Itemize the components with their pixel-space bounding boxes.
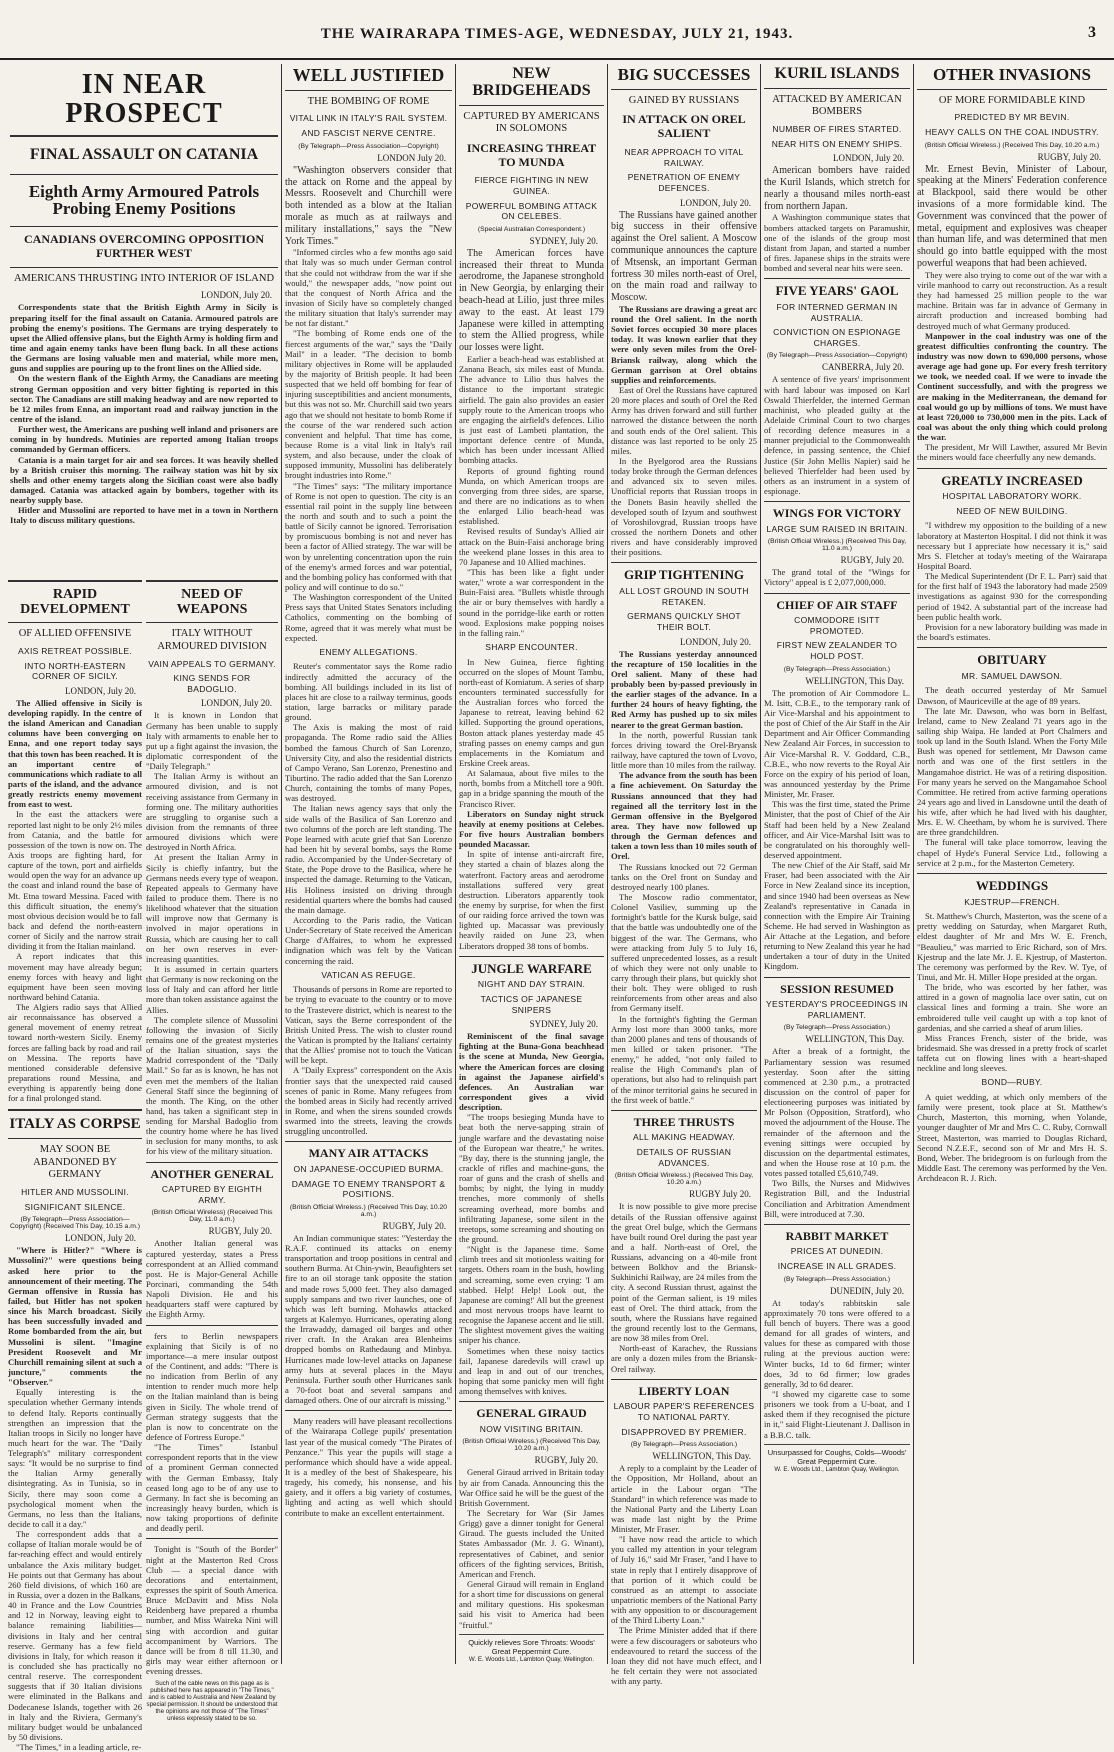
subheadline: LARGE SUM RAISED IN BRITAIN.: [766, 523, 908, 534]
subheadline: OF MORE FORMIDABLE KIND: [938, 94, 1086, 106]
paragraph: "This has been like a fight under water," wrote a war correspondent in the Buin-Faisi area. "Bullets whistle through the air or bury themselves with hardly a sound in the porridge-like earth or rotten wood. Explosions make popping noises in the falling rain.": [459, 567, 604, 638]
subheadline: SHARP ENCOUNTER.: [485, 641, 578, 652]
paragraph: The late Mr. Dawson, who was born in Belfast, Ireland, came to New Zealand 71 years ago in the sailing ship Waipa. He landed at Port Chalmers and took up land in the South Island. When the Forty Mile Bush was opened for settlement, Mr Dawson came north and was one of the first settlers in the Mangamahoe district. He was of a retiring disposition. For many years he served on the Mangamahoe School Committee. He retired from active farming operations 24 years ago and lived in Lansdowne until the death of his wife, after which he had lived with his daughter, Mrs. E. W. Cheetham, by whom he is survived. There are three grandchildren.: [917, 705, 1107, 838]
headline: WELL JUSTIFIED: [292, 65, 445, 85]
paragraph: They were also trying to come out of the war with a virile manhood to carry out reconstruction. As a result they had harnessed 25 million people to the war machine. Britain was far in advance of Germany in aircraft production and increased bombing had destroyed much of what Germany produced.: [917, 269, 1107, 331]
dateline: WELLINGTON, This Day.: [805, 675, 904, 686]
subheadline: KING SENDS FOR BADOGLIO.: [173, 673, 251, 694]
paragraph: It is now possible to give more precise details of the Russian offensive against the great Orel bulge, which the Germans have built round Orel during the past year and a half. North-east of Orel, the Russians, advancing on a 40-mile front between Bolkhov and the Briansk-Sukhinichi Railway, are 24 miles from the city. A second Russian thrust, against the point of the German salient, is 19 miles east of Orel. The third attack, from the south, where the Russians have regained the ground recently lost to the Germans, are now 38 miles from Orel.: [611, 1201, 757, 1344]
paragraph: Two Bills, the Nurses and Midwives Registration Bill, and the Industrial Conciliation and Arbitration Amendment Bill, were introduced at 7.30.: [764, 1178, 910, 1219]
paragraph: Equally interesting is the speculation whether Germany intends to defend Italy. Reports continually strengthen an impression that the Italian troops in Sicily no longer have much heart for the war. The "Daily Telegraph's" military correspondent says: "It would be no surprise to find the Italian Army generally disintegrating. As in Tunisia, so in Sicily, there may soon come a psychological moment when the Germans, no less than the Italians, decide to call it a day.": [8, 1387, 142, 1530]
headline: GENERAL GIRAUD: [476, 1406, 587, 1421]
paragraph: The advance from the south has been a fine achievement. On Saturday the Russians announced that they had regained all the territory lost in the German offensive in the Byelgorod area. They have now followed up through the German defences and taken a town less than 10 miles south of Orel.: [611, 770, 757, 862]
paragraph: A reply to a complaint by the Leader of the Opposition, Mr Holland, about an article in the Labour organ "The Standard" in which reference was made to the National Party and the Liberty Loan was made last night by the Prime Minister, Mr Fraser.: [611, 1463, 757, 1535]
subheadline: TACTICS OF JAPANESE SNIPERS: [480, 993, 583, 1015]
subheadline: INCREASING THREAT TO MUNDA: [466, 140, 597, 169]
paragraph: Miss Frances French, sister of the bride, was bridesmaid. She was dressed in a pretty frock of scarlet taffeta cut on flowing lines with a heart-shaped neckline and long sleeves.: [917, 1032, 1107, 1074]
dateline: LONDON, July 20.: [833, 153, 904, 164]
paragraph: In New Guinea, fierce fighting occurred on the slopes of Mount Tambu, north-east of Komiatum. A series of sharp encounters terminated successfully for the Australian forces who forced the Japanese to retreat, leaving behind 62 killed. Supporting the ground operations, Boston attack planes yesterday made 45 strafing passes on enemy camps and gun emplacements in the Komiatum and Erskine Creek areas.: [459, 656, 604, 769]
paragraph: A Washington communique states that bombers attacked targets on Paramushir, one of the islands of the group most distant from Japan, and started a number of fires. Japanese ships in the straits were bombed and several near hits were seen.: [764, 212, 910, 274]
paragraph: St. Matthew's Church, Masterton, was the scene of a pretty wedding on Saturday, when Margaret Ruth, eldest daughter of Mr and Mrs W. E. French, "Beaulieu," was married to Eric Richard, son of Mrs. Kjestrup and the late Mr. J. E. Kjestrup, of Masterton. The ceremony was performed by the Rev. W. Tye, of Tinui, and Mr. H. Miller Hope presided at the organ.: [917, 911, 1107, 983]
dateline: LONDON, July 20.: [201, 290, 272, 301]
advertisement-address: W. E. Woods Ltd., Lambton Quay, Wellington.: [774, 1465, 900, 1473]
paragraph: The Russians are drawing a great arc round the Orel salient. In the north Soviet forces occupied 30 more places today. It was known earlier that they were only seven miles from the Orel-Briansk railway, along which the German garrison at Orel obtains supplies and reinforcements.: [611, 303, 757, 385]
subheadline: Eighth Army Armoured Patrols Probing Enemy Positions: [28, 181, 260, 219]
paragraph: Hitler and Mussolini are reported to have met in a town in Northern Italy to discuss military questions.: [10, 505, 278, 526]
column-rule: [455, 64, 456, 1664]
subheadline: PENETRATION OF ENEMY DEFENCES.: [627, 172, 741, 193]
subheadline: NUMBER OF FIRES STARTED.: [772, 123, 902, 134]
subheadline: BOND—RUBY.: [981, 1077, 1043, 1088]
subheadline: VAIN APPEALS TO GERMANY.: [148, 658, 276, 669]
dateline: RUGBY, July 20.: [208, 1226, 272, 1237]
bridgeheads-article: [459, 64, 604, 1663]
credit-line: (By Telegraph—Press Association—Copyright) (Received This Day, 10.15 a.m.): [9, 1216, 141, 1231]
credit-line: (By Telegraph—Press Association—Copyright): [766, 352, 908, 360]
subheadline: THE BOMBING OF ROME: [307, 95, 430, 107]
paragraph: "I showed my cigarette case to some prisoners we took from a U-boat, and I asked them if they recognised the picture in it," said Flight-Lieutenant J. Dallison in a B.B.C. talk.: [764, 1388, 910, 1440]
paragraph: In the Byelgorod area the Russians today broke through the German defences and advanced six to seven miles. Unofficial reports that Russian troops in the Donets Basin heavily shelled the developed south of Izyum and southwest of Voroshilovgrad, Russian troops have crossed the northern Donets and other rivers and have considerably improved their positions.: [611, 456, 757, 558]
dateline: RUGBY July 20.: [689, 1189, 751, 1200]
paragraph: The Algiers radio says that Allied air reconnaissance has observed a general movement of enemy retreat toward north-western Sicily. Enemy forces are falling back by road and rail on Messina. The reports have mentioned considerable defensive preparations round Messina, and everything is apparently being done for a final prolonged stand.: [8, 1002, 142, 1104]
paragraph: Manpower in the coal industry was one of the greatest difficulties confronting the country. The industry was now down to 690,000 persons, whose average age had gone up. For every fresh territory we took, we needed coal. If we were to invade the Continent successfully, and with the progress we are making in the Mediterranean, the demand for coal would go up by millions of tons. We must have at least 720,000 to 730,000 men in the pits. Lack of coal was about the only thing which could prolong the war.: [917, 330, 1107, 443]
credit-line: (By Telegraph—Press Association—Copyright): [298, 142, 439, 150]
subheadline: VATICAN AS REFUGE.: [321, 969, 416, 980]
headline: WINGS FOR VICTORY: [772, 506, 902, 521]
paragraph: At today's rabbitskin sale approximately 70 tons were offered to a full bench of buyers. There was a good demand for all grades of winters, and values for these as compared with those ruling at the previous auction were: Winter bucks, 1d to 6d firmer; winter does, 3d to 6d firmer; low grades generally, 3d to 6d dearer.: [764, 1297, 910, 1389]
subheadline: ATTACKED BY AMERICAN BOMBERS: [772, 93, 902, 118]
paragraph: The Italian Army is without an armoured division, and is not receiving assistance from Germany in forming one. The military authorities are struggling to organise such a division from the remnants of three armoured divisions which were destroyed in North Africa.: [146, 771, 278, 853]
headline: GREATLY INCREASED: [941, 472, 1083, 488]
catania-article: [10, 64, 278, 574]
headline: ITALY AS CORPSE: [9, 1116, 141, 1133]
page-number: 3: [1088, 24, 1096, 41]
credit-line: (British Official Wireless) (Received This Day, 11.0 a.m.): [151, 1209, 273, 1224]
subheadline: NEAR APPROACH TO VITAL RAILWAY.: [624, 147, 744, 168]
credit-line: (By Telegraph—Press Association.): [783, 1024, 891, 1032]
paragraph: "The Times," in a leading article, re-: [16, 1742, 142, 1752]
paragraph: The grand total of the "Wings for Victory" appeal is £ 2,077,000,000.: [764, 567, 910, 588]
paragraph: The correspondent adds that a collapse of Italian morale would be of far-reaching effect and would entirely unbalance the Axis military budget. He points out that Germany has about 260 field divisions, of which 160 are in Russia, over a dozen in the Balkans, 40 in France and the Low Countries and 12 in Norway, leaving eight to balance remaining liabilities—divisions in Italy and her central reserve. Germany has a few field divisions in Italy, for which reason it is concluded she has practically no central reserve. The correspondent suggests that if 30 Italian divisions were eliminated in the Balkans and Dodecanese Islands, together with 26 in Italy and the Riviera, Germany's military budget would be unbalanced by 50 divisions.: [8, 1529, 142, 1742]
paragraph: "Where is Hitler?" "Where is Mussolini?" were questions being asked here prior to the announcement of their meeting. The German offensive in Russia has failed, but Hitler has not spoken since his March broadcast. Sicily has been successfully invaded and Rome bombarded from the air, but Mussolini is silent. "Imagine President Roosevelt and Mr Churchill remaining silent at such a juncture," comments the "Observer.": [8, 1245, 142, 1388]
headline: KURIL ISLANDS: [774, 65, 900, 82]
subheadline: PRICES AT DUNEDIN.: [790, 1246, 884, 1257]
credit-line: (British Official Wireless.) (Received This Day, 10.20 a.m.): [289, 1203, 448, 1218]
dateline: LONDON, July 20.: [65, 685, 136, 696]
subheadline: ALL LOST GROUND IN SOUTH RETAKEN.: [619, 586, 749, 607]
advertisement: Unsurpassed for Coughs, Colds—Woods' Great Peppermint Cure.: [764, 1444, 910, 1466]
paragraph: The president, Mr Will Lawther, assured Mr Bevin the miners would face cheerfully any new demands.: [917, 442, 1107, 463]
paragraph: At present the Italian Army in Sicily is chiefly infantry, but the Germans needs every type of weapon. Repeated appeals to Germany have failed to produce them. There is no likelihood whatever that the situation will improve now that Germany is involved in major operations in Russia, which are causing her to call on her own reserves in ever-increasing quantities.: [146, 852, 278, 964]
headline: OTHER INVASIONS: [933, 65, 1091, 84]
headline: GRIP TIGHTENING: [623, 567, 745, 583]
paragraph: At Salamaua, about five miles to the north, bombs from a Mitchell tore a 90ft. gap in a bridge spanning the mouth of the Francisco River.: [459, 768, 604, 809]
paragraph: A sentence of five years' imprisonment with hard labour was imposed on Karl Oswald Thierfelder, the interned German machinist, who pleaded guilty at the Adelaide Criminal Court to two charges of recording defence measures in a manner prejudicial to the Commonwealth defence, in passing sentence, the Chief Justice (Sir John Mellis Napier) said he believed Thierfelder had been used by others as an instrument in a system of espionage.: [764, 374, 910, 496]
paragraph: "I have now read the article to which you called my attention in your telegram of July 16," said Mr Fraser, "and I have to state in reply that I entirely disapprove of that portion of it which could be construed as an attempt to associate unpatriotic members of the National Party with any opposition to or discouragement of the Third Liberty Loan.": [611, 1534, 757, 1626]
paragraph: The Italian news agency says that only the side walls of the Basilica of San Lorenzo and two columns of the porch are left standing. The Pope learned with acute grief that San Lorenzo had been hit by several bombs, says the Rome radio. Accompanied by the Under-Secretary of State, the Pope drove to the Basilica, where he inspected the damage. Returning to the Vatican, His Holiness insisted on driving through residential quarters where the bombs had caused the main damage.: [285, 803, 452, 915]
dateline: RUGBY, July 20.: [382, 1220, 446, 1231]
paragraph: Sometimes when these noisy tactics fail, Japanese daredevils will crawl up and leap in and out of our trenches, hoping that some panicky men will fight among themselves with knives.: [459, 1345, 604, 1397]
paragraph: A report indicates that this movement may have already begun; enemy forces with heavy and light equipment have been seen moving northward behind Catania.: [8, 951, 142, 1002]
paragraph: "The Times" says: "The military importance of Rome is not open to question. The city is an essential rail point in the supply line between the north and south and to such a point the battle of Sicily cannot be ignored. Terrorisation by promiscuous bombing is not and never has been a factor of Allied strategy. The war will be won by unrelenting concentration upon the ruin of the enemy's armed forces and war potential, and the bombing policy has conformed with that policy and will continue to do so.": [285, 480, 452, 592]
kuril-article: [764, 64, 910, 1660]
paragraph: Correspondents state that the British Eighth Army in Sicily is preparing itself for the final assault on Catania. Armoured patrols are probing the enemy's positions. The Germans are trying desperately to upset the Allied offensive plans, but the Eighth Army is holding firm and time and again enemy tanks have been flung back. In all these actions the Germans are losing valuable men and material, while more men, guns and supplies are pouring up to the front lines on the Allied side.: [10, 302, 278, 374]
subheadline: CAPTURED BY EIGHTH ARMY.: [161, 1184, 263, 1205]
subheadline: MR. SAMUEL DAWSON.: [961, 670, 1063, 681]
paragraph: The Medical Superintendent (Dr F. L. Parr) said that for the first half of 1943 the laboratory had made 2509 investigations as against 930 for the corresponding period of 1942. A substantial part of the increase had been public health work.: [917, 571, 1107, 622]
dateline: DUNEDIN, July 20.: [830, 1285, 904, 1296]
subheadline: NOW VISITING BRITAIN.: [479, 1423, 584, 1434]
subheadline: DAMAGE TO ENEMY TRANSPORT & POSITIONS.: [291, 1178, 446, 1200]
paragraph: Thousands of persons in Rome are reported to be trying to evacuate to the country or to move to the Trastevere district, which is nearest to the Vatican, says the Berne correspondent of the British United Press. The wish to cluster round the Vatican is prompted by the Italians' certainty that the Allies' promise not to touch the Vatican will be kept.: [285, 984, 452, 1066]
paragraph: fers to Berlin newspapers explaining that Sicily is of no importance—a mere insular outpost of the Continent, and adds: "There is no indication from Berlin of any intention to render much more help on the Italian mainland than is being given in Sicily. The whole trend of German strategy suggests that the plan is now to concentrate on the defence of Fortress Europe.": [146, 1330, 278, 1442]
paragraph: In spite of intense anti-aircraft fire, they started a chain of blazes along the waterfront. Factory areas and aerodrome installations suffered very great destruction. Liberators apparently took the enemy by surprise, for when the first of our raiding force arrived the town was lighted up. Macassar was previously heavily raided on June 23, when Liberators dropped 38 tons of bombs.: [459, 849, 604, 951]
credit-line: (By Telegraph—Press Association.): [783, 665, 891, 673]
paragraph: The Allied offensive in Sicily is developing rapidly. In the centre of the island American and Canadian columns have been converging on Enna, and one report today says that this town has been reached. It is an important centre of communications which radiate to all parts of the island, and the advance greatly restricts enemy movement from east to west.: [8, 697, 143, 810]
subheadline: CANADIANS OVERCOMING OPPOSITION FURTHER WEST: [23, 232, 265, 261]
subheadline: FINAL ASSAULT ON CATANIA: [29, 145, 259, 163]
paragraph: Mr. Ernest Bevin, Minister of Labour, speaking at the Miners' Federation conference at Blackpool, said there would be other invasions of a more formidable kind. The Government was convinced that the power of metal, equipment and explosives was cheaper than human life, and was determined that men should go into battle equipped with the most powerful weapons that had been achieved.: [917, 163, 1107, 270]
column-rule: [760, 64, 761, 1664]
subheadline: FIRST NEW ZEALANDER TO HOLD POST.: [776, 640, 898, 662]
dateline: LONDON July 20.: [377, 152, 446, 163]
credit-line: (British Official Wireless.) (Received This Day, 10.20 a.m.): [462, 1438, 601, 1453]
subheadline: ON JAPANESE-OCCUPIED BURMA.: [293, 1163, 444, 1174]
subheadline: HOSPITAL LABORATORY WORK.: [942, 491, 1082, 502]
subheadline: ITALY WITHOUT ARMOURED DIVISION: [157, 628, 267, 652]
paragraph: Earlier a beach-head was established at Zanana Beach, six miles east of Munda. The advance to Lilio thus halves the distance to the important strategic airfield. The gain also provides an easier supply route to the American troops who are engaging the airfield's defences. Lilio is just east of Lambeti plantation, the important defence centre of Munda, which has been under incessant Allied bombing attacks.: [459, 354, 604, 466]
dateline: LONDON, July 20.: [65, 1233, 136, 1244]
paragraph: It is assumed in certain quarters that Germany is now reckoning on the loss of Italy and can afford her little more than token assistance against the Allies.: [146, 963, 278, 1015]
paragraph: A "Daily Express" correspondent on the Axis frontier says that the unexpected raid caused scenes of panic in Rome. Many refugees from the bombed areas in Sicily had recently arrived in Rome, and when the sirens sounded crowds swarmed into the streets, leaving the crowds struggling uncontrolled.: [285, 1065, 452, 1137]
dateline: WELLINGTON, This Day.: [652, 1451, 751, 1462]
subheadline: POWERFUL BOMBING ATTACK ON CELEBES.: [465, 200, 598, 222]
invasions-article: [917, 64, 1107, 1660]
headline: WEDDINGS: [975, 877, 1049, 893]
subheadline: GAINED BY RUSSIANS: [628, 94, 740, 106]
subheadline: FOR INTERNED GERMAN IN AUSTRALIA.: [776, 301, 898, 323]
paragraph: "Night is the Japanese time. Some climb trees and sit motionless waiting for targets. Others roam in the bush, howling and screaming, some even crying: 'I am stabbed. Help! Help! Look out, the Japanese are coming!' All but the greenest and most nervous troops have learnt to recognise the Japanese accent and lie still. The slightest movement gives the waiting sniper his chance.: [459, 1244, 604, 1346]
subheadline: INCREASE IN ALL GRADES.: [777, 1261, 897, 1272]
paragraph: "I withdrew my opposition to the building of a new laboratory at Masterton Hospital. I did not think it was necessary but I appreciate how necessary it is," said Mrs S. Fletcher at today's meeting of the Wairarapa Hospital Board.: [917, 520, 1107, 571]
subheadline: HEAVY CALLS ON THE COAL INDUSTRY.: [925, 127, 1099, 138]
subheadline: VITAL LINK IN ITALY'S RAIL SYSTEM.: [289, 113, 448, 124]
rapid-article: [8, 580, 143, 1752]
paragraph: The Washington correspondent of the United Press says that United States Senators including Catholics, commenting on the bombing of Rome, agreed that it was merely what must be expected.: [285, 592, 452, 643]
subheadline: CAPTURED BY AMERICANS IN SOLOMONS: [463, 110, 600, 135]
paragraph: Reuter's commentator says the Rome radio indirectly admitted the accuracy of the bombing. All buildings included in its list of places hit are close to a railway terminus, goods station, large barracks or military parade ground.: [285, 661, 452, 723]
subheadline: AND FASCIST NERVE CENTRE.: [301, 128, 436, 139]
subheadline: IN ATTACK ON OREL SALIENT: [622, 112, 746, 141]
paragraph: "The troops besieging Munda have to beat both the nerve-sapping strain of jungle warfare and the devastating noise of the European war theatre," he writes. "By day, there is the stunning jangle, the crackle of rifles and machine-guns, the roar of guns and the crash of shells and bombs; by night, the lying in muddy trenches, more commonly of shells screaming overhead, more bombs and infiltrating Japanese, some silent in the treetops, some screaming and shouting on the ground.: [459, 1112, 604, 1245]
subheadline: ALL MAKING HEADWAY.: [632, 1132, 736, 1143]
column-rule: [607, 64, 608, 1664]
dateline: RUGBY, July 20.: [534, 1455, 598, 1466]
subheadline: COMMODORE ISITT PROMOTED.: [794, 615, 880, 636]
paragraph: The new Chief of the Air Staff, said Mr Fraser, had been associated with the Air Force in New Zealand since its inception, and since 1940 had been overseas as New Zealand's representative in Canada in connection with the Empire Air Training Scheme. He had served in Washington as Air Attache at the Legation, and before returning to New Zealand this year he had undertaken a tour of duty in the United Kingdom.: [764, 860, 910, 972]
masthead: [0, 0, 1114, 60]
dateline: SYDNEY, July 20.: [529, 1019, 598, 1030]
paragraph: A quiet wedding, at which only members of the family were present, took place at St. Matthew's Church, Masterton, this morning, when Yolande, younger daughter of Mr and Mrs C. C. Ruby, Cornwall Street, Masterton, was married to Douglas Richard, Second N.Z.E.F., second son of Mr and Mrs H. S. Bond, Weber. The bridegroom is on furlough from the Middle East. The ceremony was performed by the Ven. Archdeacon R. J. Rich.: [917, 1092, 1107, 1184]
subheadline: ENEMY ALLEGATIONS.: [319, 646, 418, 657]
paragraph: Reports of ground fighting round Munda, on which American troops are converging from three sides, are sparse, and there are no indications as to when the enlarged Lilio beach-head was established.: [459, 465, 604, 527]
paragraph: Revised results of Sunday's Allied air attack on the Buin-Faisi anchorage bring the weekend plane losses in this area to 70 Japanese and 10 Allied machines.: [459, 526, 604, 567]
subheadline: DETAILS OF RUSSIAN ADVANCES.: [636, 1147, 732, 1168]
footnote: Such of the cable news on this page as is published here has appeared in "The Times," and is cabled to Australia and New Zealand by special permission. It should be understood that the opinions are not those of "The Times" unless expressly stated to be so.: [146, 1680, 278, 1723]
subheadline: INTO NORTH-EASTERN CORNER OF SICILY.: [24, 660, 126, 682]
headline: OBITUARY: [977, 652, 1047, 668]
column-rule: [913, 64, 914, 1664]
credit-line: (British Official Wireless.) (Received This Day, 11.0 a.m.): [767, 538, 907, 553]
subheadline: PREDICTED BY MR BEVIN.: [954, 112, 1070, 123]
dateline: WELLINGTON, This Day.: [805, 1034, 904, 1045]
paragraph: According to the Paris radio, the Vatican Under-Secretary of State received the American Charge d'Affaires, to whom he expressed indignation which was felt by the Vatican concerning the raid.: [285, 914, 452, 966]
subheadline: AXIS RETREAT POSSIBLE.: [18, 645, 132, 656]
advertisement: Quickly relieves Sore Throats: Woods' Great Peppermint Cure.: [459, 1634, 604, 1656]
paragraph: The death occurred yesterday of Mr Samuel Dawson, of Mauriceville at the age of 89 years.: [917, 685, 1107, 706]
subheadline: DISAPPROVED BY PREMIER.: [621, 1426, 747, 1437]
paragraph: "The Times" Istanbul correspondent reports that in the view of a prominent German connected with the German Embassy, Italy ceased long ago to be of any use to Germany. In fact she is becoming an increasingly heavy burden, which is now taking proportions of definite and deadly peril.: [146, 1442, 278, 1534]
successes-article: [611, 64, 757, 1687]
subheadline: NEED OF NEW BUILDING.: [956, 505, 1068, 516]
headline: RAPID DEVELOPMENT: [20, 587, 130, 617]
dateline: SYDNEY, July 20.: [529, 235, 598, 246]
weapons-article: [146, 580, 278, 1723]
credit-line: (Special Australian Correspondent.): [477, 225, 586, 233]
paragraph: The Axis is making the most of raid propaganda. The Rome radio said the Allies bombed the famous Church of San Lorenzo, University City, and also the residential districts of Campo Verano, San Lorenzo, Prenestino and Tiburtino. The radio added that the San Lorenzo Church, containing the tombs of many Popes, was destroyed.: [285, 722, 452, 804]
paragraph: Provision for a new laboratory building was made in the board's estimates.: [917, 621, 1107, 642]
paragraph: The American forces have increased their threat to Munda aerodrome, the Japanese stronghold in New Georgia, by enlarging their beach-head at Lilio, just three miles away to the east. At least 179 Japanese were killed in attempting to stem the Allied progress, while our losses were light.: [459, 247, 604, 354]
subheadline: OF ALLIED OFFENSIVE: [18, 628, 132, 640]
dateline: LONDON, July 20.: [680, 636, 751, 647]
headline: CHIEF OF AIR STAFF: [776, 597, 898, 612]
paragraph: The Prime Minister added that if there were a few discouragers or saboteurs who endeavoured to retard the success of the loan they did not have much effect, and he felt certain they were not associated with any party.: [611, 1625, 757, 1687]
subheadline: KJESTRUP—FRENCH.: [964, 896, 1060, 907]
paragraph: North-east of Karachev, the Russians are only a dozen miles from the Briansk-Orel railway.: [611, 1343, 757, 1374]
advertisement-address: W. E. Woods Ltd., Lambton Quay, Wellington.: [468, 1655, 595, 1663]
subheadline: FIERCE FIGHTING IN NEW GUINEA.: [474, 175, 589, 196]
subheadline: SIGNIFICANT SILENCE.: [24, 1201, 126, 1212]
headline: JUNGLE WARFARE: [471, 960, 592, 976]
subheadline: LABOUR PAPER'S REFERENCES TO NATIONAL PARTY.: [613, 1401, 755, 1422]
paragraph: The Secretary for War (Sir James Grigg) gave a dinner tonight for General Giraud. The guests included the United States Ambassador (Mr. J. G. Winant), representatives of Cabinet, and senior officers of the fighting services, British, American and French.: [459, 1508, 604, 1579]
justified-article: [285, 64, 452, 1660]
headline: RABBIT MARKET: [785, 1228, 889, 1243]
paragraph: In the east the attackers were reported last night to be only 2½ miles from Catania, and the battle for possession of the town is now on. The Axis troops are fighting hard, for capture of the town, port and airfields would open the way for an advance up the coast and inland round the base of Mt. Etna toward Messina. Faced with this difficult situation, the enemy's most obvious decision would be to fall back and defend the north-eastern corner of Sicily and the narrow strait dividing it from the Italian mainland.: [8, 809, 142, 952]
paragraph: In the fortnight's fighting the German Army lost more than 3000 tanks, more than 2000 planes and tens of thousands of men killed or taken prisoner. "The enemy," he added, "not only failed to realise the High Command's plan of operations, but also had to relinquish part of the minor territorial gains he secured in the first week of battle.": [611, 1013, 757, 1105]
paragraph: It is known in London that Germany has been unable to supply Italy with armaments to enable her to put up a fight against the invasion, the diplomatic correspondent of the "Daily Telegraph.": [146, 710, 278, 772]
paragraph: "The bombing of Rome ends one of the fiercest arguments of the war," says the "Daily Mail" in a leader. "The decision to bomb military objectives in Rome will be applauded by the majority of British people. It had been suspected that we held off bombing for fear of injuring susceptibilities and ancient monuments, but this was not so. Mr. Churchill said two years ago that we should not hesitate to bomb Rome if the course of the war rendered such action convenient and helpful. That time has come, because Rome is a vital link in Italy's rail system, and also because, under the cloak of supposed immunity, Mussolini has deliberately brought industries into Rome.": [285, 328, 452, 481]
paragraph: On the western flank of the Eighth Army, the Canadians are meeting strong German opposition and very bitter fighting is reported in this sector. The Canadians are still making headway and are now reported to be 12 miles from Enna, an important road and railway junction in the centre of the island.: [10, 373, 278, 424]
subheadline: NEAR HITS ON ENEMY SHIPS.: [771, 138, 903, 149]
masthead-title: THE WAIRARAPA TIMES-AGE, WEDNESDAY, JULY 21, 1943.: [320, 26, 794, 42]
paragraph: "Washington observers consider that the attack on Rome and the appeal by Messrs. Roosevelt and Churchill were both intended as a blow at the Italian morale as much as at railways and military installations," says the "New York Times.": [285, 164, 452, 247]
paragraph: Catania is a main target for air and sea forces. It was heavily shelled by a British cruiser this morning. The railway station was hit by six shells and other enemy targets along the Sicilian coast were also badly damaged. Catania was attacked again by bombers, together with its nearby supply base.: [10, 454, 278, 506]
subheadline: GERMANS QUICKLY SHOT THEIR BOLT.: [627, 611, 741, 632]
subheadline: HITLER AND MUSSOLINI.: [21, 1187, 129, 1197]
paragraph: An Indian communique states: "Yesterday the R.A.F. continued its attacks on enemy transportation and troop positions in central and southern Burma. At Chin-ywin, Beaufighters set fire to an oil storage tank opposite the station and made rows 5,000 feet. They also damaged supply sampans and two river launches, one of which was left burning. Mohawks attacked targets at Kalemyo. Hurricanes, operating along the Irrawaddy, damaged oil barges and other river craft. In the Arakan area Blenheims dropped bombs on Rathedaung and Minbya. Hurricanes made low-level attacks on Japanese army huts at several places in the Mayu Peninsula. Further south other Hurricanes sank a 70-foot boat and several sampans and damaged others. One of our aircraft is missing.": [285, 1232, 452, 1406]
subheadline: CONVICTION ON ESPIONAGE CHARGES.: [773, 327, 901, 348]
paragraph: After a break of a fortnight, the Parliamentary session was resumed yesterday. Soon after the sitting commenced at 2.30 p.m., a protracted discussion on the control of paper for electioneering purposes was initiated by Mr Polson (Opposition, Stratford), who moved the adjournment of the House. The remainder of the afternoon and the evening sittings were occupied by discussion on the departmental estimates, and when the House rose at 10 p.m. the votes passed totalled £5,610,749.: [764, 1046, 910, 1179]
dateline: LONDON, July 20.: [680, 197, 751, 208]
paragraph: The complete silence of Mussolini following the invasion of Sicily remains one of the greatest mysteries of the Italian situation, says the Madrid correspondent of the "Daily Mail." So far as is known, he has not even met the members of the Italian General Staff since the beginning of the month. The King, on the other hand, has taken a significant step in sending for Marshal Badoglio from the country home where he has lived in seclusion for many months, to ask for his view of the military situation.: [146, 1014, 278, 1157]
dateline: LONDON, July 20.: [201, 698, 272, 709]
paragraph: This was the first time, stated the Prime Minister, that the post of Chief of the Air Staff had been held by a New Zealand officer, and Air Vice-Marshal Isitt was to be congratulated on his thoroughly well-deserved appointment.: [764, 799, 910, 860]
paragraph: Further west, the Americans are pushing well inland and prisoners are coming in by hundreds. Mutinies are reported among Italian troops commanded by German officers.: [10, 424, 278, 455]
subheadline: AMERICANS THRUSTING INTO INTERIOR OF ISLAND: [13, 272, 275, 284]
paragraph: The Russians knocked out 72 German tanks on the Orel front on Sunday and destroyed nearly 100 planes.: [611, 861, 757, 892]
headline: NEED OF WEAPONS: [176, 587, 248, 617]
headline: ANOTHER GENERAL: [150, 1166, 274, 1181]
headline: NEW BRIDGEHEADS: [472, 65, 591, 99]
paragraph: General Giraud will remain in England for a short time for discussions on general and military questions. His spokesman said his visit to America had been "fruitful.": [459, 1579, 604, 1630]
dateline: RUGBY, July 20.: [840, 555, 904, 566]
paragraph: American bombers have raided the Kuril Islands, which stretch for nearly a thousand miles north-east from northern Japan.: [764, 165, 910, 212]
headline: LIBERTY LOAN: [638, 1383, 730, 1398]
credit-line: (By Telegraph—Press Association.): [783, 1275, 891, 1283]
paragraph: General Giraud arrived in Britain today by air from Canada. Announcing this the War Office said he will be the guest of the British Government.: [459, 1467, 604, 1508]
paragraph: Liberators on Sunday night struck heavily at enemy positions at Celebes. For five hours Australian bombers pounded Macassar.: [459, 808, 604, 850]
paragraph: In the north, powerful Russian tank forces driving toward the Orel-Bryansk railway, have captured the town of Lvovo, little more than 10 miles from the railway.: [611, 729, 757, 771]
subheadline: MAY SOON BE ABANDONED BY GERMANY: [33, 1144, 117, 1181]
paragraph: East of Orel the Russians have captured 20 more places and south of Orel the Red Army has driven forward and still further narrowed the distance between the north and south ends of the Orel salient. This distance was last reported to be only 25 miles.: [611, 385, 757, 456]
paragraph: The Russians yesterday announced the recapture of 150 localities in the Orel salient. Many of these had probably been by-passed previously in the earlier stages of the advance. In a further 24 hours of heavy fighting, the Red Army has pushed up to six miles nearer to the great German bastion.: [611, 648, 757, 730]
subheadline: YESTERDAY'S PROCEEDINGS IN PARLIAMENT.: [766, 999, 908, 1020]
paragraph: The bride, who was escorted by her father, was attired in a gown of magnolia lace over satin, cut on classical lines and forming a train. She wore an embroidered tulle veil caught up with a top knot of gardenias, and she carried a sheaf of arum lilies.: [917, 982, 1107, 1033]
column-rule: [281, 64, 282, 1664]
headline: MANY AIR ATTACKS: [308, 1146, 429, 1161]
headline: BIG SUCCESSES: [617, 65, 751, 84]
credit-line: (By Telegraph—Press Association.): [630, 1441, 738, 1449]
paragraph: The promotion of Air Commodore L. M. Isitt, C.B.E., to the temporary rank of Air Vice-Marshal and his appointment to the post of Chief of the Air Staff in the Air Department and Air Officer Commanding New Zealand Air Forces, in succession to Air Vice-Marshal R. V. Goddard, C.B., C.B.E., who now reverts to the Royal Air Force on the expiry of his period of loan, was announced yesterday by the Prime Minister, Mr. Fraser.: [764, 687, 910, 800]
paragraph: Tonight is "South of the Border" night at the Masterton Red Cross Club — a special dance with decorations and entertainment, expresses the spirit of South America. Bruce McDavitt and Miss Nola Reidenberg have prepared a rhumba number, and Miss Waireka Nini will sing with accordion and guitar accompaniment by Warriors. The dance will be from 8 till 11.30, and girls may wear either afternoon or evening dresses.: [146, 1544, 278, 1677]
headline: SESSION RESUMED: [780, 981, 894, 996]
dateline: RUGBY, July 20.: [1037, 151, 1101, 162]
paragraph: Another Italian general was captured yesterday, states a Press correspondent at an Allied command post. He is Major-General Achille Porcinari, commanding the 54th Napoli Division. He and his headquarters staff were captured by the Eighth Army.: [146, 1238, 278, 1320]
paragraph: Reminiscent of the final savage fighting at the Buna-Gona beachhead is the scene at Munda, New Georgia, where the American forces are closing in against the Japanese airfield's defences. An Australian war correspondent gives a vivid description.: [459, 1031, 604, 1113]
paragraph: The Moscow radio commentator, Colonel Vasiliev, summing up the fortnight's battle for the Kursk bulge, said that the battle was undoubtedly one of the biggest of the war. The Germans, who were attacking from July 5 to July 16, suffered unprecedented losses, as a result of which they were not only unable to carry through their plans, but quickly shot their bolt. They were obliged to rush reinforcements from other areas and also from Germany itself.: [611, 891, 757, 1014]
credit-line: (British Official Wireless.) (Received This Day, 10.20 a.m.): [614, 1172, 754, 1187]
dateline: CANBERRA, July 20.: [821, 362, 904, 373]
paragraph: The Russians have gained another big success in their offensive against the Orel salient. A Moscow communique announces the capture of Mtsensk, an important German fortress 30 miles north-east of Orel, on the main road and railway to Moscow.: [611, 209, 757, 304]
headline: FIVE YEARS' GAOL: [775, 283, 899, 299]
credit-line: (British Official Wireless.) (Received This Day, 10.20 a.m.): [924, 141, 1100, 149]
headline: IN NEAR PROSPECT: [65, 69, 223, 130]
paragraph: Many readers will have pleasant recollections of the Wairarapa College pupils' presentation last year of the musical comedy "The Pirates of Penzance." This year the pupils will stage a performance which should have a wide appeal. It is a medley of the best of Shakespeare, his tragedy, his comedy, his nonsense, and his gaiety, and it offers a big variety of costumes, lighting and acting as well which should contribute to make an excellent entertainment.: [285, 1416, 452, 1518]
paragraph: The funeral will take place tomorrow, leaving the chapel of Hyde's Funeral Service Ltd., following a service at 2 p.m., for the Masterton Cemetery.: [917, 837, 1107, 868]
paragraph: "Informed circles who a few months ago said that Italy was so much under German control that she could not withdraw from the war if she would," the newspaper adds, "now point out that the conquest of North Africa and the invasion of Sicily have so completely changed the military situation that Italy's surrender may be not far distant.": [285, 247, 452, 329]
headline: THREE THRUSTS: [633, 1114, 735, 1129]
subheadline: NIGHT AND DAY STRAIN.: [477, 979, 586, 990]
